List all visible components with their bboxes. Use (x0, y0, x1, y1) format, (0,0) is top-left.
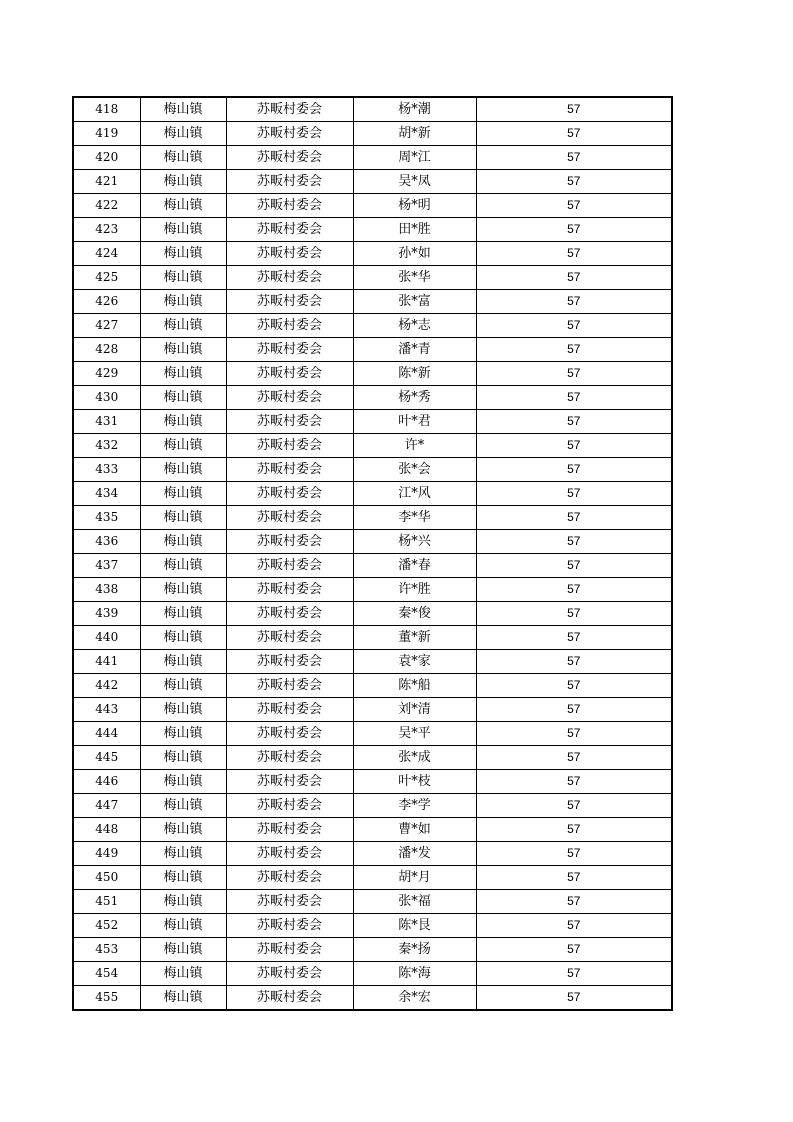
name-cell: 潘*春 (353, 554, 476, 578)
table-row (73, 386, 672, 410)
name-cell: 张*福 (353, 890, 476, 914)
township-cell: 梅山镇 (140, 746, 226, 770)
amount-cell: 57 (476, 770, 672, 794)
table-row (73, 410, 672, 434)
township-cell: 梅山镇 (140, 434, 226, 458)
name-cell: 杨*明 (353, 194, 476, 218)
village-committee-cell: 苏畈村委会 (226, 314, 353, 338)
township-cell: 梅山镇 (140, 170, 226, 194)
township-cell: 梅山镇 (140, 410, 226, 434)
township-cell: 梅山镇 (140, 818, 226, 842)
name-cell: 杨*潮 (353, 97, 476, 122)
table-row (73, 482, 672, 506)
name-cell: 陈*船 (353, 674, 476, 698)
table-row (73, 458, 672, 482)
village-committee-cell: 苏畈村委会 (226, 242, 353, 266)
village-committee-cell: 苏畈村委会 (226, 770, 353, 794)
village-committee-cell: 苏畈村委会 (226, 578, 353, 602)
name-cell: 江*风 (353, 482, 476, 506)
row-number-cell: 440 (73, 626, 140, 650)
name-cell: 张*会 (353, 458, 476, 482)
table-row (73, 674, 672, 698)
township-cell: 梅山镇 (140, 338, 226, 362)
name-cell: 许* (353, 434, 476, 458)
row-number-cell: 452 (73, 914, 140, 938)
township-cell: 梅山镇 (140, 986, 226, 1011)
table-row (73, 914, 672, 938)
row-number-cell: 430 (73, 386, 140, 410)
row-number-cell: 421 (73, 170, 140, 194)
amount-cell: 57 (476, 242, 672, 266)
amount-cell: 57 (476, 698, 672, 722)
amount-cell: 57 (476, 626, 672, 650)
amount-cell: 57 (476, 386, 672, 410)
township-cell: 梅山镇 (140, 962, 226, 986)
table-row (73, 362, 672, 386)
row-number-cell: 427 (73, 314, 140, 338)
township-cell: 梅山镇 (140, 554, 226, 578)
village-committee-cell: 苏畈村委会 (226, 386, 353, 410)
amount-cell: 57 (476, 722, 672, 746)
village-committee-cell: 苏畈村委会 (226, 818, 353, 842)
name-cell: 张*成 (353, 746, 476, 770)
village-committee-cell: 苏畈村委会 (226, 914, 353, 938)
township-cell: 梅山镇 (140, 146, 226, 170)
amount-cell: 57 (476, 650, 672, 674)
table-row (73, 962, 672, 986)
name-cell: 李*学 (353, 794, 476, 818)
village-committee-cell: 苏畈村委会 (226, 194, 353, 218)
township-cell: 梅山镇 (140, 458, 226, 482)
name-cell: 吴*平 (353, 722, 476, 746)
table-row (73, 818, 672, 842)
table-row (73, 97, 672, 122)
village-committee-cell: 苏畈村委会 (226, 674, 353, 698)
amount-cell: 57 (476, 554, 672, 578)
table-row (73, 602, 672, 626)
name-cell: 杨*志 (353, 314, 476, 338)
table-row (73, 938, 672, 962)
row-number-cell: 438 (73, 578, 140, 602)
township-cell: 梅山镇 (140, 770, 226, 794)
name-cell: 杨*秀 (353, 386, 476, 410)
table-row (73, 986, 672, 1011)
row-number-cell: 429 (73, 362, 140, 386)
amount-cell: 57 (476, 338, 672, 362)
township-cell: 梅山镇 (140, 722, 226, 746)
amount-cell: 57 (476, 458, 672, 482)
table-row (73, 194, 672, 218)
amount-cell: 57 (476, 506, 672, 530)
amount-cell: 57 (476, 266, 672, 290)
row-number-cell: 436 (73, 530, 140, 554)
name-cell: 秦*扬 (353, 938, 476, 962)
table-row (73, 314, 672, 338)
name-cell: 陈*艮 (353, 914, 476, 938)
village-committee-cell: 苏畈村委会 (226, 602, 353, 626)
row-number-cell: 426 (73, 290, 140, 314)
row-number-cell: 418 (73, 97, 140, 122)
village-committee-cell: 苏畈村委会 (226, 842, 353, 866)
name-cell: 叶*君 (353, 410, 476, 434)
table-body (73, 97, 672, 1010)
name-cell: 潘*青 (353, 338, 476, 362)
row-number-cell: 449 (73, 842, 140, 866)
amount-cell: 57 (476, 362, 672, 386)
table-row (73, 698, 672, 722)
township-cell: 梅山镇 (140, 602, 226, 626)
row-number-cell: 447 (73, 794, 140, 818)
township-cell: 梅山镇 (140, 290, 226, 314)
village-committee-cell: 苏畈村委会 (226, 722, 353, 746)
row-number-cell: 455 (73, 986, 140, 1011)
amount-cell: 57 (476, 170, 672, 194)
village-committee-cell: 苏畈村委会 (226, 97, 353, 122)
name-cell: 孙*如 (353, 242, 476, 266)
table-row (73, 650, 672, 674)
township-cell: 梅山镇 (140, 386, 226, 410)
township-cell: 梅山镇 (140, 506, 226, 530)
row-number-cell: 448 (73, 818, 140, 842)
table-row (73, 170, 672, 194)
row-number-cell: 423 (73, 218, 140, 242)
township-cell: 梅山镇 (140, 314, 226, 338)
village-committee-cell: 苏畈村委会 (226, 218, 353, 242)
township-cell: 梅山镇 (140, 122, 226, 146)
name-cell: 曹*如 (353, 818, 476, 842)
village-committee-cell: 苏畈村委会 (226, 530, 353, 554)
village-committee-cell: 苏畈村委会 (226, 146, 353, 170)
village-committee-cell: 苏畈村委会 (226, 482, 353, 506)
village-committee-cell: 苏畈村委会 (226, 650, 353, 674)
name-cell: 张*富 (353, 290, 476, 314)
table-row (73, 242, 672, 266)
village-committee-cell: 苏畈村委会 (226, 866, 353, 890)
village-committee-cell: 苏畈村委会 (226, 170, 353, 194)
table-row (73, 578, 672, 602)
township-cell: 梅山镇 (140, 218, 226, 242)
row-number-cell: 434 (73, 482, 140, 506)
amount-cell: 57 (476, 434, 672, 458)
name-cell: 陈*新 (353, 362, 476, 386)
village-committee-cell: 苏畈村委会 (226, 362, 353, 386)
row-number-cell: 431 (73, 410, 140, 434)
village-committee-cell: 苏畈村委会 (226, 506, 353, 530)
name-cell: 袁*家 (353, 650, 476, 674)
row-number-cell: 454 (73, 962, 140, 986)
name-cell: 许*胜 (353, 578, 476, 602)
row-number-cell: 428 (73, 338, 140, 362)
village-committee-cell: 苏畈村委会 (226, 290, 353, 314)
row-number-cell: 433 (73, 458, 140, 482)
amount-cell: 57 (476, 890, 672, 914)
amount-cell: 57 (476, 962, 672, 986)
township-cell: 梅山镇 (140, 242, 226, 266)
township-cell: 梅山镇 (140, 97, 226, 122)
village-committee-cell: 苏畈村委会 (226, 458, 353, 482)
township-cell: 梅山镇 (140, 914, 226, 938)
table-row (73, 146, 672, 170)
row-number-cell: 424 (73, 242, 140, 266)
amount-cell: 57 (476, 866, 672, 890)
township-cell: 梅山镇 (140, 650, 226, 674)
amount-cell: 57 (476, 578, 672, 602)
township-cell: 梅山镇 (140, 482, 226, 506)
amount-cell: 57 (476, 914, 672, 938)
table-row (73, 218, 672, 242)
amount-cell: 57 (476, 842, 672, 866)
township-cell: 梅山镇 (140, 938, 226, 962)
table-row (73, 866, 672, 890)
row-number-cell: 435 (73, 506, 140, 530)
village-committee-cell: 苏畈村委会 (226, 890, 353, 914)
township-cell: 梅山镇 (140, 530, 226, 554)
table-row (73, 506, 672, 530)
township-cell: 梅山镇 (140, 794, 226, 818)
row-number-cell: 432 (73, 434, 140, 458)
name-cell: 田*胜 (353, 218, 476, 242)
amount-cell: 57 (476, 986, 672, 1011)
amount-cell: 57 (476, 194, 672, 218)
amount-cell: 57 (476, 314, 672, 338)
row-number-cell: 439 (73, 602, 140, 626)
amount-cell: 57 (476, 410, 672, 434)
name-cell: 叶*枝 (353, 770, 476, 794)
table-row (73, 290, 672, 314)
amount-cell: 57 (476, 97, 672, 122)
row-number-cell: 442 (73, 674, 140, 698)
village-committee-cell: 苏畈村委会 (226, 746, 353, 770)
data-table (72, 96, 673, 1011)
row-number-cell: 446 (73, 770, 140, 794)
township-cell: 梅山镇 (140, 674, 226, 698)
table-row (73, 434, 672, 458)
amount-cell: 57 (476, 146, 672, 170)
table-row (73, 266, 672, 290)
name-cell: 余*宏 (353, 986, 476, 1011)
table-row (73, 770, 672, 794)
township-cell: 梅山镇 (140, 578, 226, 602)
name-cell: 张*华 (353, 266, 476, 290)
village-committee-cell: 苏畈村委会 (226, 626, 353, 650)
village-committee-cell: 苏畈村委会 (226, 338, 353, 362)
village-committee-cell: 苏畈村委会 (226, 986, 353, 1011)
name-cell: 陈*海 (353, 962, 476, 986)
table-row (73, 626, 672, 650)
township-cell: 梅山镇 (140, 194, 226, 218)
row-number-cell: 445 (73, 746, 140, 770)
village-committee-cell: 苏畈村委会 (226, 122, 353, 146)
amount-cell: 57 (476, 218, 672, 242)
township-cell: 梅山镇 (140, 266, 226, 290)
row-number-cell: 451 (73, 890, 140, 914)
name-cell: 胡*新 (353, 122, 476, 146)
table-row (73, 746, 672, 770)
township-cell: 梅山镇 (140, 866, 226, 890)
row-number-cell: 453 (73, 938, 140, 962)
table-row (73, 554, 672, 578)
township-cell: 梅山镇 (140, 626, 226, 650)
row-number-cell: 437 (73, 554, 140, 578)
row-number-cell: 441 (73, 650, 140, 674)
name-cell: 董*新 (353, 626, 476, 650)
amount-cell: 57 (476, 122, 672, 146)
row-number-cell: 443 (73, 698, 140, 722)
table-row (73, 842, 672, 866)
township-cell: 梅山镇 (140, 698, 226, 722)
table-row (73, 122, 672, 146)
name-cell: 刘*清 (353, 698, 476, 722)
table-row (73, 722, 672, 746)
village-committee-cell: 苏畈村委会 (226, 434, 353, 458)
table-row (73, 794, 672, 818)
table-row (73, 890, 672, 914)
township-cell: 梅山镇 (140, 362, 226, 386)
amount-cell: 57 (476, 794, 672, 818)
amount-cell: 57 (476, 530, 672, 554)
name-cell: 周*江 (353, 146, 476, 170)
row-number-cell: 425 (73, 266, 140, 290)
row-number-cell: 420 (73, 146, 140, 170)
amount-cell: 57 (476, 482, 672, 506)
row-number-cell: 419 (73, 122, 140, 146)
village-committee-cell: 苏畈村委会 (226, 938, 353, 962)
table-row (73, 338, 672, 362)
village-committee-cell: 苏畈村委会 (226, 266, 353, 290)
table-row (73, 530, 672, 554)
village-committee-cell: 苏畈村委会 (226, 962, 353, 986)
village-committee-cell: 苏畈村委会 (226, 554, 353, 578)
amount-cell: 57 (476, 602, 672, 626)
amount-cell: 57 (476, 674, 672, 698)
township-cell: 梅山镇 (140, 842, 226, 866)
row-number-cell: 444 (73, 722, 140, 746)
name-cell: 胡*月 (353, 866, 476, 890)
name-cell: 杨*兴 (353, 530, 476, 554)
township-cell: 梅山镇 (140, 890, 226, 914)
village-committee-cell: 苏畈村委会 (226, 410, 353, 434)
amount-cell: 57 (476, 290, 672, 314)
amount-cell: 57 (476, 746, 672, 770)
row-number-cell: 450 (73, 866, 140, 890)
amount-cell: 57 (476, 818, 672, 842)
name-cell: 潘*发 (353, 842, 476, 866)
name-cell: 秦*俊 (353, 602, 476, 626)
village-committee-cell: 苏畈村委会 (226, 794, 353, 818)
amount-cell: 57 (476, 938, 672, 962)
name-cell: 李*华 (353, 506, 476, 530)
name-cell: 吴*凤 (353, 170, 476, 194)
village-committee-cell: 苏畈村委会 (226, 698, 353, 722)
row-number-cell: 422 (73, 194, 140, 218)
